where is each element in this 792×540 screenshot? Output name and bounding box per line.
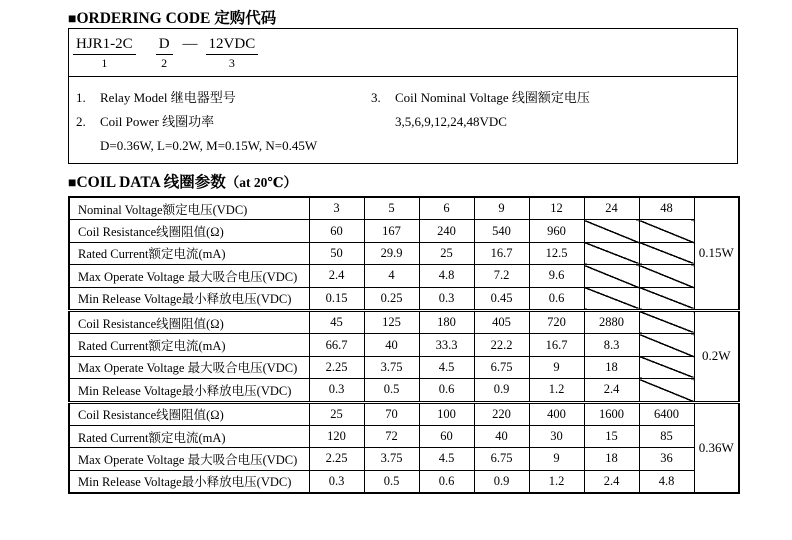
value-cell: 18 — [584, 356, 639, 378]
power-rating-cell: 0.36W — [694, 402, 739, 493]
row-label-cell: Nominal Voltage额定电压(VDC) — [69, 197, 309, 220]
note-number: 2. — [76, 114, 86, 129]
value-cell: 1.2 — [529, 379, 584, 402]
row-label-cell: Min Release Voltage最小释放电压(VDC) — [69, 287, 309, 310]
diagonal-empty-cell — [639, 356, 694, 378]
value-cell: 4.5 — [419, 356, 474, 378]
value-cell: 2.4 — [584, 470, 639, 493]
voltage-header-cell: 48 — [639, 197, 694, 220]
value-cell: 60 — [309, 220, 364, 242]
row-label-cell: Min Release Voltage最小释放电压(VDC) — [69, 379, 309, 402]
value-cell: 16.7 — [529, 334, 584, 356]
value-cell: 0.3 — [419, 287, 474, 310]
note-item — [76, 134, 371, 158]
value-cell: 180 — [419, 310, 474, 333]
code-separator-dash: — — [182, 36, 198, 52]
table-row — [69, 334, 739, 356]
value-cell: 0.15 — [309, 287, 364, 310]
row-label-cell: Min Release Voltage最小释放电压(VDC) — [69, 470, 309, 493]
value-cell: 2.25 — [309, 356, 364, 378]
value-cell: 36 — [639, 448, 694, 470]
power-rating-cell: 0.2W — [694, 310, 739, 402]
value-cell: 25 — [419, 242, 474, 264]
value-cell: 960 — [529, 220, 584, 242]
row-label-cell: Rated Current额定电流(mA) — [69, 242, 309, 264]
section-marker-icon: ■ — [68, 176, 77, 191]
value-cell: 0.6 — [419, 379, 474, 402]
ordering-notes-right — [371, 86, 737, 158]
code-part-text: HJR1-2C — [73, 36, 136, 55]
diagonal-empty-cell — [584, 265, 639, 287]
table-header-row — [69, 197, 739, 220]
coil-data-table — [68, 196, 740, 494]
diagonal-empty-cell — [639, 379, 694, 402]
value-cell: 3.75 — [364, 448, 419, 470]
value-cell: 4 — [364, 265, 419, 287]
value-cell: 15 — [584, 425, 639, 447]
value-cell: 0.3 — [309, 379, 364, 402]
row-label-cell: Rated Current额定电流(mA) — [69, 425, 309, 447]
note-item — [76, 86, 371, 110]
value-cell: 220 — [474, 402, 529, 425]
value-cell: 2.4 — [584, 379, 639, 402]
coil-section-title — [68, 170, 297, 192]
value-cell: 2880 — [584, 310, 639, 333]
table-row — [69, 220, 739, 242]
diagonal-empty-cell — [639, 334, 694, 356]
section-marker-icon: ■ — [68, 12, 77, 27]
voltage-header-cell: 24 — [584, 197, 639, 220]
value-cell: 3.75 — [364, 356, 419, 378]
code-part-number: 2 — [161, 56, 168, 70]
value-cell: 6400 — [639, 402, 694, 425]
voltage-header-cell: 6 — [419, 197, 474, 220]
value-cell: 0.5 — [364, 379, 419, 402]
diagonal-empty-cell — [584, 242, 639, 264]
value-cell: 18 — [584, 448, 639, 470]
voltage-header-cell: 3 — [309, 197, 364, 220]
value-cell: 6.75 — [474, 448, 529, 470]
table-row — [69, 287, 739, 310]
row-label-cell: Coil Resistance线圈阻值(Ω) — [69, 220, 309, 242]
ordering-code-row — [69, 29, 737, 77]
value-cell: 12.5 — [529, 242, 584, 264]
value-cell: 30 — [529, 425, 584, 447]
table-row — [69, 265, 739, 287]
value-cell: 29.9 — [364, 242, 419, 264]
value-cell: 120 — [309, 425, 364, 447]
row-label-cell: Max Operate Voltage 最大吸合电压(VDC) — [69, 265, 309, 287]
value-cell: 40 — [364, 334, 419, 356]
note-number: 3. — [371, 90, 381, 105]
value-cell: 1600 — [584, 402, 639, 425]
table-row — [69, 310, 739, 333]
value-cell: 400 — [529, 402, 584, 425]
value-cell: 125 — [364, 310, 419, 333]
ordering-title-text: ORDERING CODE 定购代码 — [76, 10, 277, 27]
value-cell: 0.9 — [474, 379, 529, 402]
value-cell: 4.5 — [419, 448, 474, 470]
coil-table-body — [69, 197, 739, 493]
value-cell: 0.3 — [309, 470, 364, 493]
value-cell: 4.8 — [639, 470, 694, 493]
value-cell: 9.6 — [529, 265, 584, 287]
note-text: Coil Power 线圈功率 — [100, 114, 215, 129]
table-row — [69, 470, 739, 493]
value-cell: 0.9 — [474, 470, 529, 493]
diagonal-empty-cell — [639, 242, 694, 264]
value-cell: 167 — [364, 220, 419, 242]
value-cell: 85 — [639, 425, 694, 447]
ordering-notes-left — [69, 86, 371, 158]
value-cell: 0.25 — [364, 287, 419, 310]
note-item — [76, 110, 371, 134]
table-row — [69, 425, 739, 447]
value-cell: 50 — [309, 242, 364, 264]
note-text: D=0.36W, L=0.2W, M=0.15W, N=0.45W — [100, 138, 318, 153]
table-row — [69, 402, 739, 425]
value-cell: 40 — [474, 425, 529, 447]
value-cell: 2.25 — [309, 448, 364, 470]
ordering-code-part — [206, 36, 259, 71]
ordering-code-part — [73, 36, 136, 71]
value-cell: 2.4 — [309, 265, 364, 287]
value-cell: 100 — [419, 402, 474, 425]
table-row — [69, 356, 739, 378]
voltage-header-cell: 9 — [474, 197, 529, 220]
diagonal-empty-cell — [639, 310, 694, 333]
ordering-code-part — [156, 36, 173, 71]
value-cell: 60 — [419, 425, 474, 447]
voltage-header-cell: 12 — [529, 197, 584, 220]
value-cell: 0.6 — [529, 287, 584, 310]
code-part-text: D — [156, 36, 173, 55]
diagonal-empty-cell — [639, 220, 694, 242]
coil-title-text: COIL DATA 线圈参数 — [76, 174, 226, 191]
table-row — [69, 242, 739, 264]
code-part-text: 12VDC — [206, 36, 259, 55]
note-text: Coil Nominal Voltage 线圈额定电压 — [395, 90, 590, 105]
value-cell: 8.3 — [584, 334, 639, 356]
value-cell: 70 — [364, 402, 419, 425]
row-label-cell: Max Operate Voltage 最大吸合电压(VDC) — [69, 356, 309, 378]
value-cell: 25 — [309, 402, 364, 425]
row-label-cell: Max Operate Voltage 最大吸合电压(VDC) — [69, 448, 309, 470]
diagonal-empty-cell — [639, 265, 694, 287]
voltage-header-cell: 5 — [364, 197, 419, 220]
row-label-cell: Coil Resistance线圈阻值(Ω) — [69, 402, 309, 425]
note-text: 3,5,6,9,12,24,48VDC — [395, 114, 507, 129]
value-cell: 540 — [474, 220, 529, 242]
value-cell: 72 — [364, 425, 419, 447]
diagonal-empty-cell — [584, 287, 639, 310]
ordering-code-box — [68, 28, 738, 164]
note-number: 1. — [76, 90, 86, 105]
value-cell: 1.2 — [529, 470, 584, 493]
value-cell: 9 — [529, 448, 584, 470]
row-label-cell: Rated Current额定电流(mA) — [69, 334, 309, 356]
value-cell: 405 — [474, 310, 529, 333]
value-cell: 33.3 — [419, 334, 474, 356]
value-cell: 240 — [419, 220, 474, 242]
value-cell: 0.6 — [419, 470, 474, 493]
value-cell: 4.8 — [419, 265, 474, 287]
diagonal-empty-cell — [584, 220, 639, 242]
power-rating-cell: 0.15W — [694, 197, 739, 310]
code-part-number: 3 — [228, 56, 235, 70]
value-cell: 7.2 — [474, 265, 529, 287]
value-cell: 0.5 — [364, 470, 419, 493]
note-item — [371, 86, 737, 110]
ordering-notes — [69, 77, 737, 158]
value-cell: 720 — [529, 310, 584, 333]
ordering-section-title — [68, 6, 276, 28]
table-row — [69, 379, 739, 402]
note-text: Relay Model 继电器型号 — [100, 90, 236, 105]
value-cell: 0.45 — [474, 287, 529, 310]
table-row — [69, 448, 739, 470]
value-cell: 9 — [529, 356, 584, 378]
note-item — [371, 110, 737, 134]
row-label-cell: Coil Resistance线圈阻值(Ω) — [69, 310, 309, 333]
value-cell: 66.7 — [309, 334, 364, 356]
value-cell: 6.75 — [474, 356, 529, 378]
code-part-number: 1 — [101, 56, 108, 70]
value-cell: 16.7 — [474, 242, 529, 264]
diagonal-empty-cell — [639, 287, 694, 310]
value-cell: 45 — [309, 310, 364, 333]
value-cell: 22.2 — [474, 334, 529, 356]
coil-title-suffix: （at 20℃） — [225, 175, 298, 190]
